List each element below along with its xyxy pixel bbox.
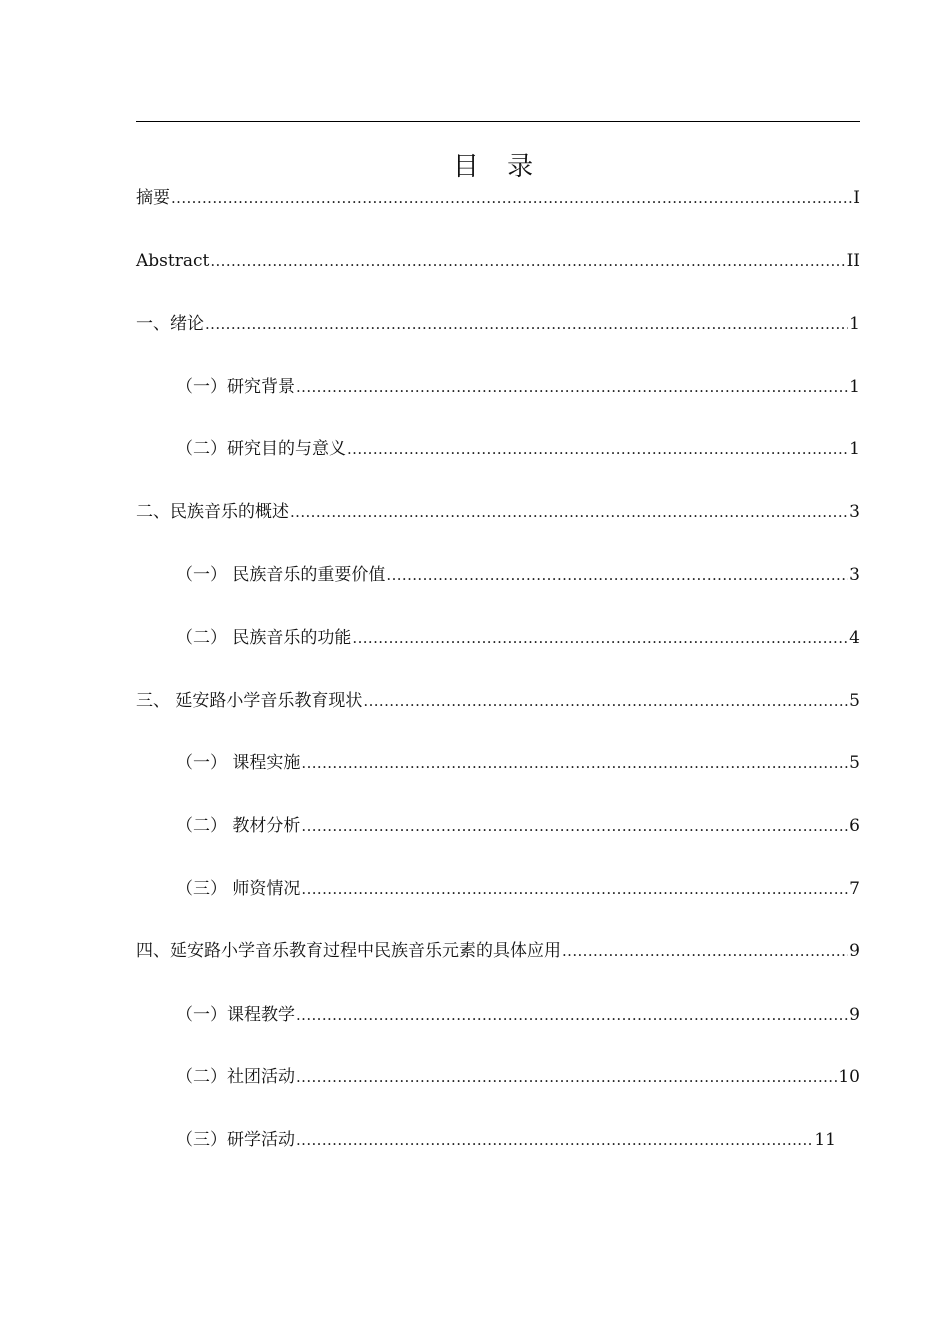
toc-entry-section-4-1[interactable]	[176, 1003, 860, 1027]
toc-entry-label: （一）研究背景	[176, 377, 295, 397]
toc-entry-label: （二） 民族音乐的功能	[176, 628, 352, 648]
toc-entry-chapter-1[interactable]	[136, 312, 860, 336]
toc-entry-section-1-1[interactable]	[176, 375, 860, 399]
toc-entry-page: 1	[849, 314, 860, 334]
toc-leader-dots	[296, 1128, 813, 1152]
toc-leader-dots	[296, 1065, 837, 1089]
toc-leader-dots	[171, 186, 852, 210]
toc-entry-section-3-1[interactable]	[176, 751, 860, 775]
toc-entry-page: 9	[849, 1005, 860, 1025]
toc-entry-label: 四、延安路小学音乐教育过程中民族音乐元素的具体应用	[136, 941, 561, 961]
toc-entry-label: （一） 民族音乐的重要价值	[176, 565, 386, 585]
toc-leader-dots	[205, 312, 848, 336]
toc-entry-section-4-3[interactable]	[176, 1128, 836, 1152]
toc-entry-page: 10	[838, 1067, 860, 1087]
toc-entry-page: 1	[849, 377, 860, 397]
toc-leader-dots	[290, 500, 848, 524]
toc-entry-page: 5	[849, 691, 860, 711]
toc-leader-dots	[363, 689, 848, 713]
toc-entry-section-4-2[interactable]	[176, 1065, 860, 1089]
toc-entry-label: 三、 延安路小学音乐教育现状	[136, 691, 363, 711]
toc-entry-page: 4	[849, 628, 860, 648]
toc-entry-section-3-3[interactable]	[176, 877, 860, 901]
toc-entry-label: （一）课程教学	[176, 1005, 295, 1025]
toc-entry-label: 一、绪论	[136, 314, 204, 334]
toc-entry-page: I	[853, 188, 860, 208]
toc-entry-abstract-en[interactable]	[136, 249, 860, 273]
toc-entry-page: 7	[849, 879, 860, 899]
header-rule	[136, 121, 860, 122]
toc-entry-page: 5	[849, 753, 860, 773]
toc-entry-section-1-2[interactable]	[176, 437, 860, 461]
toc-leader-dots	[296, 1003, 848, 1027]
toc-leader-dots	[352, 626, 848, 650]
toc-entry-page: II	[846, 251, 860, 271]
toc-leader-dots	[301, 751, 848, 775]
toc-entry-label: 二、民族音乐的概述	[136, 502, 289, 522]
toc-entry-label: （二） 教材分析	[176, 816, 301, 836]
toc-title: 目 录	[452, 152, 544, 183]
toc-entry-label: （三）研学活动	[176, 1130, 295, 1150]
toc-entry-section-2-1[interactable]	[176, 563, 860, 587]
toc-entry-page: 3	[849, 565, 860, 585]
toc-leader-dots	[301, 877, 848, 901]
toc-leader-dots	[386, 563, 848, 587]
toc-entry-page: 11	[814, 1130, 836, 1150]
toc-entry-abstract-cn[interactable]	[136, 186, 860, 210]
toc-entry-label: 摘要	[136, 188, 170, 208]
toc-entry-label: （三） 师资情况	[176, 879, 301, 899]
toc-entry-page: 1	[849, 439, 860, 459]
toc-leader-dots	[347, 437, 848, 461]
toc-entry-page: 6	[849, 816, 860, 836]
toc-leader-dots	[296, 375, 848, 399]
toc-entry-label: （二）社团活动	[176, 1067, 295, 1087]
toc-entry-section-2-2[interactable]	[176, 626, 860, 650]
toc-entry-page: 9	[849, 941, 860, 961]
toc-entry-chapter-3[interactable]	[136, 689, 860, 713]
toc-entry-page: 3	[849, 502, 860, 522]
toc-entry-label: （二）研究目的与意义	[176, 439, 346, 459]
toc-leader-dots	[301, 814, 848, 838]
toc-entry-chapter-4[interactable]	[136, 939, 860, 963]
toc-entry-label: （一） 课程实施	[176, 753, 301, 773]
toc-entry-label: Abstract	[136, 251, 210, 271]
toc-entry-chapter-2[interactable]	[136, 500, 860, 524]
toc-entry-section-3-2[interactable]	[176, 814, 860, 838]
toc-leader-dots	[210, 249, 845, 273]
toc-leader-dots	[562, 939, 848, 963]
